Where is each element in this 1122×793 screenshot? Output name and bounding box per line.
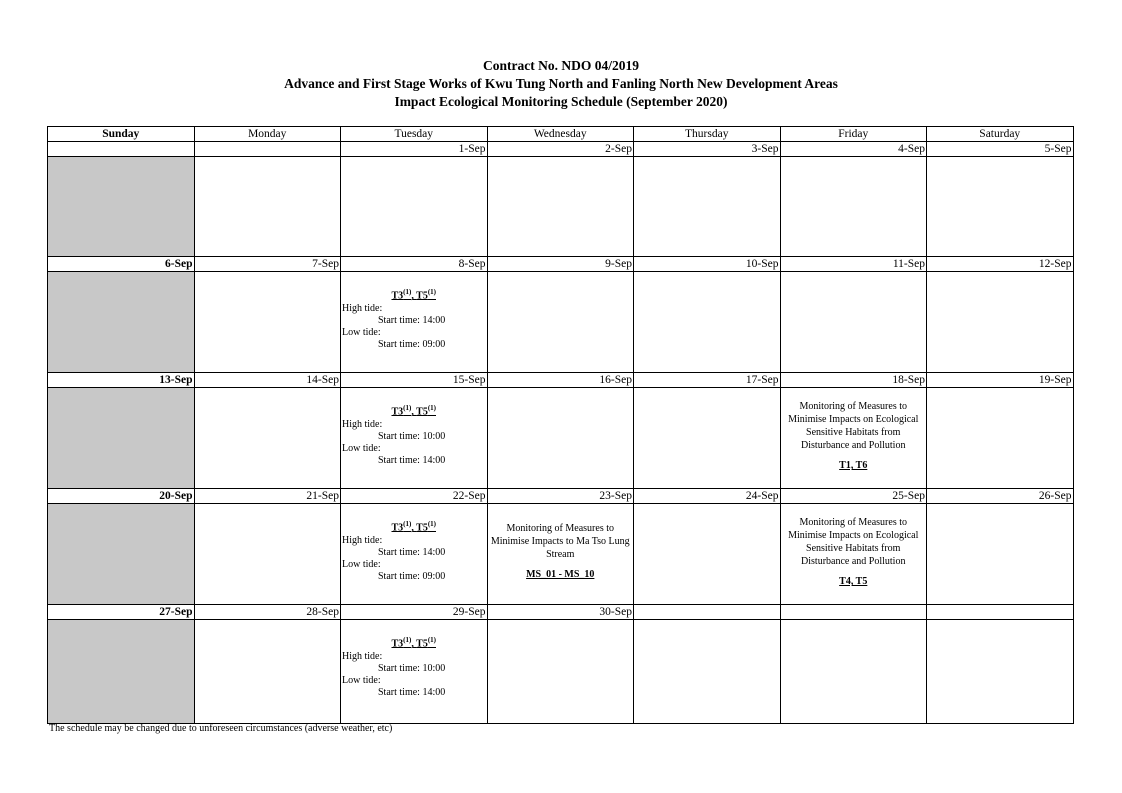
date-cell: 3-Sep [634, 142, 781, 157]
low-tide-label: Low tide: [342, 559, 381, 571]
date-cell: 5-Sep [927, 142, 1074, 157]
monitoring-code: MS_01 - MS_10 [526, 569, 595, 580]
day-content-row [48, 157, 1074, 257]
date-cell: 10-Sep [634, 257, 781, 272]
day-cell [487, 620, 634, 724]
monitoring-text: Monitoring of Measures to Minimise Impacts on Ecological Sensitive Habitats from Disturbance and Pollution [788, 517, 919, 567]
low-tide-time: Start time: 14:00 [378, 455, 446, 467]
day-cell [634, 157, 781, 257]
date-cell: 17-Sep [634, 373, 781, 388]
low-tide-time: Start time: 09:00 [378, 339, 446, 351]
ecological-monitoring-note [781, 388, 927, 472]
day-cell [780, 620, 927, 724]
day-content-row [48, 272, 1074, 373]
ecological-monitoring-note [781, 504, 927, 588]
contract-title: Contract No. NDO 04/2019 [483, 58, 639, 73]
date-cell: 24-Sep [634, 489, 781, 504]
date-row [48, 257, 1074, 272]
date-cell: 22-Sep [341, 489, 488, 504]
date-cell: 12-Sep [927, 257, 1074, 272]
date-cell: 27-Sep [48, 605, 195, 620]
date-cell [927, 605, 1074, 620]
weekday-header-row [48, 127, 1074, 142]
date-cell: 23-Sep [487, 489, 634, 504]
high-tide-label: High tide: [342, 303, 383, 315]
date-cell: 30-Sep [487, 605, 634, 620]
date-cell: 28-Sep [194, 605, 341, 620]
project-title: Advance and First Stage Works of Kwu Tung North and Fanling North New Development Areas [284, 76, 838, 91]
day-cell [341, 388, 488, 489]
date-row [48, 605, 1074, 620]
high-tide-time: Start time: 14:00 [378, 547, 446, 559]
day-cell [487, 272, 634, 373]
day-cell [341, 504, 488, 605]
date-row [48, 373, 1074, 388]
schedule-footnote: The schedule may be changed due to unforeseen circumstances (adverse weather, etc) [49, 723, 393, 734]
date-cell: 20-Sep [48, 489, 195, 504]
date-cell: 14-Sep [194, 373, 341, 388]
weekday-header: Tuesday [341, 127, 488, 142]
monitoring-code: T1, T6 [839, 460, 868, 471]
high-tide-time: Start time: 10:00 [378, 663, 446, 675]
weekday-header: Thursday [634, 127, 781, 142]
high-tide-label: High tide: [342, 419, 383, 431]
low-tide-label: Low tide: [342, 675, 381, 687]
day-content-row [48, 504, 1074, 605]
day-cell [194, 504, 341, 605]
weekday-header: Monday [194, 127, 341, 142]
day-cell [634, 388, 781, 489]
day-cell [634, 504, 781, 605]
date-row [48, 142, 1074, 157]
day-cell [487, 388, 634, 489]
document-title [0, 57, 1122, 111]
transect-code: T3$^{(1)}$, T5$^{(1)}$ [391, 636, 436, 650]
high-tide-label: High tide: [342, 535, 383, 547]
day-cell [634, 272, 781, 373]
monitoring-code: T4, T5 [839, 576, 868, 587]
weekday-header: Sunday [48, 127, 195, 142]
date-cell: 4-Sep [780, 142, 927, 157]
low-tide-label: Low tide: [342, 443, 381, 455]
day-cell [927, 272, 1074, 373]
date-cell: 1-Sep [341, 142, 488, 157]
day-cell [927, 388, 1074, 489]
day-cell [780, 388, 927, 489]
date-cell: 26-Sep [927, 489, 1074, 504]
day-cell [48, 272, 195, 373]
day-cell [48, 157, 195, 257]
high-tide-label: High tide: [342, 651, 383, 663]
day-cell [341, 157, 488, 257]
day-cell [341, 620, 488, 724]
tide-schedule [341, 620, 487, 699]
transect-code: T3$^{(1)}$, T5$^{(1)}$ [391, 288, 436, 302]
date-cell [194, 142, 341, 157]
day-cell [341, 272, 488, 373]
day-cell [927, 157, 1074, 257]
day-cell [487, 157, 634, 257]
transect-code: T3$^{(1)}$, T5$^{(1)}$ [391, 404, 436, 418]
date-cell: 15-Sep [341, 373, 488, 388]
date-cell [780, 605, 927, 620]
date-cell: 13-Sep [48, 373, 195, 388]
tide-schedule [341, 504, 487, 583]
date-cell [48, 142, 195, 157]
tide-schedule [341, 388, 487, 467]
day-cell [48, 620, 195, 724]
day-cell [780, 504, 927, 605]
day-cell [194, 620, 341, 724]
date-cell: 16-Sep [487, 373, 634, 388]
day-cell [634, 620, 781, 724]
day-cell [194, 388, 341, 489]
weekday-header: Friday [780, 127, 927, 142]
date-row [48, 489, 1074, 504]
date-cell [634, 605, 781, 620]
day-content-row [48, 620, 1074, 724]
day-cell [194, 157, 341, 257]
monitoring-text: Monitoring of Measures to Minimise Impacts to Ma Tso Lung Stream [490, 523, 630, 560]
day-cell [194, 272, 341, 373]
date-cell: 19-Sep [927, 373, 1074, 388]
date-cell: 11-Sep [780, 257, 927, 272]
stream-monitoring-note [488, 504, 634, 581]
day-cell [48, 504, 195, 605]
day-cell [487, 504, 634, 605]
high-tide-time: Start time: 14:00 [378, 315, 446, 327]
date-cell: 8-Sep [341, 257, 488, 272]
date-cell: 9-Sep [487, 257, 634, 272]
day-cell [927, 620, 1074, 724]
day-cell [780, 157, 927, 257]
low-tide-time: Start time: 14:00 [378, 687, 446, 699]
day-content-row [48, 388, 1074, 489]
low-tide-label: Low tide: [342, 327, 381, 339]
high-tide-time: Start time: 10:00 [378, 431, 446, 443]
schedule-title: Impact Ecological Monitoring Schedule (September 2020) [394, 94, 728, 109]
date-cell: 29-Sep [341, 605, 488, 620]
weekday-header: Saturday [927, 127, 1074, 142]
calendar-table [47, 126, 1074, 724]
day-cell [780, 272, 927, 373]
monitoring-text: Monitoring of Measures to Minimise Impacts on Ecological Sensitive Habitats from Disturbance and Pollution [788, 401, 919, 451]
tide-schedule [341, 272, 487, 351]
date-cell: 2-Sep [487, 142, 634, 157]
day-cell [927, 504, 1074, 605]
transect-code: T3$^{(1)}$, T5$^{(1)}$ [391, 520, 436, 534]
day-cell [48, 388, 195, 489]
date-cell: 7-Sep [194, 257, 341, 272]
date-cell: 25-Sep [780, 489, 927, 504]
weekday-header: Wednesday [487, 127, 634, 142]
low-tide-time: Start time: 09:00 [378, 571, 446, 583]
date-cell: 6-Sep [48, 257, 195, 272]
date-cell: 18-Sep [780, 373, 927, 388]
date-cell: 21-Sep [194, 489, 341, 504]
